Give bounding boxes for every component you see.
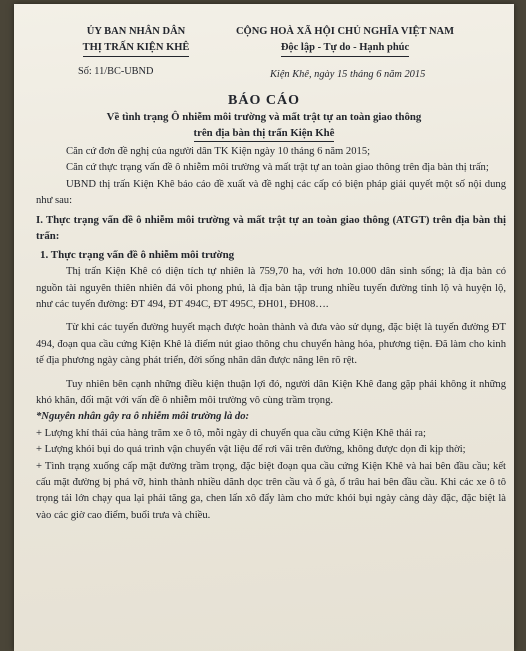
subsection-heading: 1. Thực trạng vấn đề ô nhiễm môi trường xyxy=(40,249,235,262)
cause-item: + Lượng khí thải của hàng trăm xe ô tô, mỗi ngày di chuyển qua cầu cứng Kiện Khê thải ra; xyxy=(36,427,426,439)
document-body xyxy=(36,144,506,524)
section-heading: I. Thực trạng vấn đề ô nhiễm môi trường và mất trật tự an toàn giao thông (ATGT) trên địa bàn thị trấn: xyxy=(36,213,506,243)
body-paragraph: Thị trấn Kiện Khê có diện tích tự nhiên là 759,70 ha, với hơn 10.000 dân sinh sống; là địa bàn có nguồn tài nguyên thiên nhiên đá vôi phong phú, là địa bàn tập trung nhiều tuyến đường tỉnh lộ và huyện lộ, như các tuyến đường: ĐT 494, ĐT 494C, ĐT 495C, ĐH01, ĐH08…. xyxy=(36,266,506,310)
cause-item: + Lượng khói bụi do quá trình vận chuyển vật liệu để rơi vãi trên đường, không được dọn đi kịp thời; xyxy=(36,444,466,456)
causes-heading: *Nguyên nhân gây ra ô nhiễm môi trường là do: xyxy=(36,411,250,423)
issuer-header xyxy=(66,24,206,57)
intro-paragraph: Căn cứ thực trạng vấn đề ô nhiễm môi trường và mất trật tự an toàn giao thông trên địa bàn thị trấn; xyxy=(66,162,489,174)
intro-paragraph: Căn cứ đơn đề nghị của người dân TK Kiện ngày 10 tháng 6 năm 2015; xyxy=(66,146,371,157)
document-title: BÁO CÁO xyxy=(228,93,300,108)
subtitle-line1: Về tình trạng Ô nhiễm môi trường và mất trật tự an toàn giao thông xyxy=(106,111,422,123)
motto-line1: CỘNG HOÀ XÃ HỘI CHỦ NGHĨA VIỆT NAM xyxy=(235,26,455,37)
national-motto xyxy=(220,24,470,57)
document-subtitle xyxy=(74,110,454,142)
intro-paragraph: UBND thị trấn Kiện Khê báo cáo đề xuất và đề nghị các cấp có biện pháp giải quyết một số nội dung như sau: xyxy=(36,178,506,207)
document-date: Kiện Khê, ngày 15 tháng 6 năm 2015 xyxy=(270,69,426,80)
cause-item: + Tình trạng xuống cấp mặt đường trầm trọng, đặc biệt đoạn qua cầu cứng Kiện Khê và hai bên đầu cầu; kết cấu mặt đường bị phá vỡ, hình thành nhiều dãnh dọc trên cầu và ổ gà, ổ trâu hai bên đầu cầu. Khi các xe ô tô trọng tải lớn chạy qua lại phải tăng ga, chen lấn xô đẩy làm cho mức khói bụi ngày càng dày đặc, đặc biệt là vào các giờ cao điểm, buổi trưa và chiều. xyxy=(36,460,506,521)
motto-line2: Độc lập - Tự do - Hạnh phúc xyxy=(281,40,409,57)
issuer-line1: ỦY BAN NHÂN DÂN xyxy=(86,26,186,37)
document-page xyxy=(14,4,514,651)
issuer-line2: THỊ TRẤN KIỆN KHÊ xyxy=(83,40,190,57)
subtitle-line2: trên địa bàn thị trấn Kiện Khê xyxy=(194,126,335,143)
document-number: Số: 11/BC-UBND xyxy=(78,66,154,77)
body-paragraph: Tuy nhiên bên cạnh những điều kiện thuận lợi đó, người dân Kiện Khê đang gặp phải không ít những khó khăn, đối mặt với vấn đề ô nhiễm môi trường vô cùng trầm trọng. xyxy=(36,378,506,406)
body-paragraph: Từ khi các tuyến đường huyết mạch được hoàn thành và đưa vào sử dụng, đặc biệt là tuyến đường ĐT 494, đoạn qua cầu cứng Kiện Khê là điểm nút giao thông chu chuyển hàng hóa, phương tiện. Đã làm cho kinh tế địa phương ngày càng phát triển, đời sống nhân dân được nâng lên rõ rệt. xyxy=(36,322,506,367)
